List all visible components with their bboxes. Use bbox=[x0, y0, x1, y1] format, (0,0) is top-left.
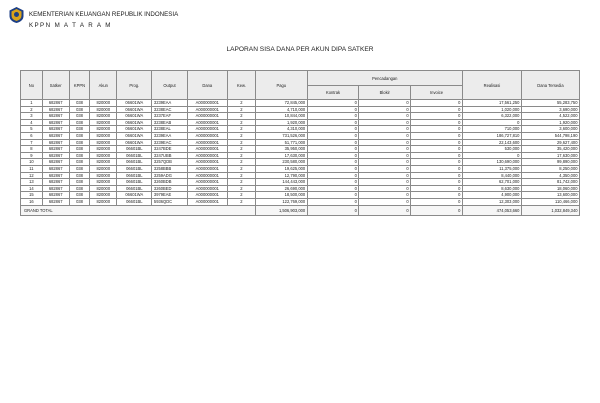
cell-kew: 2 bbox=[227, 146, 255, 153]
emblem-center bbox=[14, 12, 19, 17]
cell-invoice: 0 bbox=[411, 132, 463, 139]
cell-realisasi: 0 bbox=[462, 119, 521, 126]
cell-satker: 682867 bbox=[42, 152, 69, 159]
cell-kontrak: 0 bbox=[307, 152, 359, 159]
report-table bbox=[20, 70, 580, 216]
cell-kew: 2 bbox=[227, 100, 255, 107]
cell-no: 14 bbox=[21, 185, 43, 192]
cell-dana: A000000001 bbox=[187, 146, 227, 153]
cell-invoice: 0 bbox=[411, 113, 463, 120]
col-kontrak: Kontrak bbox=[307, 86, 359, 100]
cell-pagu: 12,790,000 bbox=[255, 172, 307, 179]
cell-prog: 06601WA bbox=[117, 126, 152, 133]
cell-no: 16 bbox=[21, 198, 43, 205]
cell-satker: 682867 bbox=[42, 179, 69, 186]
cell-kppn: 038 bbox=[69, 113, 90, 120]
cell-realisasi: 12,303,000 bbox=[462, 198, 521, 205]
cell-output: 3257QDB bbox=[152, 159, 187, 166]
cell-pagu: 35,950,000 bbox=[255, 146, 307, 153]
col-pencadangan: Pencadangan bbox=[307, 71, 462, 86]
cell-dana: A000000001 bbox=[187, 185, 227, 192]
cell-no: 1 bbox=[21, 100, 43, 107]
cell-pagu: 26,690,000 bbox=[255, 185, 307, 192]
total-kontrak: 0 bbox=[307, 205, 359, 215]
cell-output: 5936QDC bbox=[152, 198, 187, 205]
cell-kppn: 038 bbox=[69, 192, 90, 199]
cell-kew: 2 bbox=[227, 119, 255, 126]
cell-invoice: 0 bbox=[411, 198, 463, 205]
cell-kew: 2 bbox=[227, 179, 255, 186]
total-realisasi: 474,053,660 bbox=[462, 205, 521, 215]
cell-invoice: 0 bbox=[411, 126, 463, 133]
cell-dana: A000000001 bbox=[187, 100, 227, 107]
cell-satker: 682867 bbox=[42, 119, 69, 126]
cell-prog: 06601WA bbox=[117, 132, 152, 139]
cell-satker: 682867 bbox=[42, 185, 69, 192]
cell-realisasi: 8,630,000 bbox=[462, 185, 521, 192]
table-row bbox=[21, 113, 580, 120]
cell-kontrak: 0 bbox=[307, 192, 359, 199]
cell-akun: 820000 bbox=[90, 192, 117, 199]
cell-realisasi: 6,322,000 bbox=[462, 113, 521, 120]
cell-realisasi: 17,561,250 bbox=[462, 100, 521, 107]
cell-blokir: 0 bbox=[359, 165, 411, 172]
cell-pagu: 10,844,000 bbox=[255, 113, 307, 120]
cell-dana: A000000001 bbox=[187, 179, 227, 186]
cell-output: 3979EAE bbox=[152, 192, 187, 199]
col-blokir: Blokir bbox=[359, 86, 411, 100]
cell-blokir: 0 bbox=[359, 132, 411, 139]
office-name: KPPN M A T A R A M bbox=[29, 22, 112, 29]
cell-output: 3239EAC bbox=[152, 139, 187, 146]
cell-blokir: 0 bbox=[359, 172, 411, 179]
cell-pagu: 18,500,000 bbox=[255, 192, 307, 199]
total-dana-tersedia: 1,032,849,340 bbox=[521, 205, 579, 215]
cell-dana-tersedia: 110,466,000 bbox=[521, 198, 579, 205]
cell-prog: 06601BL bbox=[117, 198, 152, 205]
cell-pagu: 17,630,000 bbox=[255, 152, 307, 159]
cell-output: 3247BDE bbox=[152, 146, 187, 153]
cell-pagu: 731,526,000 bbox=[255, 132, 307, 139]
cell-prog: 06601WA bbox=[117, 139, 152, 146]
cell-dana: A000000001 bbox=[187, 172, 227, 179]
cell-kew: 2 bbox=[227, 139, 255, 146]
table-row bbox=[21, 185, 580, 192]
col-pagu: Pagu bbox=[255, 71, 307, 100]
cell-no: 9 bbox=[21, 152, 43, 159]
table-row bbox=[21, 159, 580, 166]
grand-total-row bbox=[21, 205, 580, 215]
table-row bbox=[21, 146, 580, 153]
cell-kew: 2 bbox=[227, 185, 255, 192]
cell-blokir: 0 bbox=[359, 139, 411, 146]
cell-prog: 06601BL bbox=[117, 165, 152, 172]
cell-dana-tersedia: 55,283,750 bbox=[521, 100, 579, 107]
col-akun: Akun bbox=[90, 71, 117, 100]
cell-invoice: 0 bbox=[411, 139, 463, 146]
cell-prog: 06601WA bbox=[117, 192, 152, 199]
col-output: Output bbox=[152, 71, 187, 100]
cell-invoice: 0 bbox=[411, 106, 463, 113]
cell-dana-tersedia: 3,600,000 bbox=[521, 126, 579, 133]
cell-akun: 820000 bbox=[90, 139, 117, 146]
cell-kew: 2 bbox=[227, 126, 255, 133]
cell-no: 11 bbox=[21, 165, 43, 172]
cell-blokir: 0 bbox=[359, 152, 411, 159]
cell-dana-tersedia: 1,920,000 bbox=[521, 119, 579, 126]
cell-blokir: 0 bbox=[359, 113, 411, 120]
cell-realisasi: 11,375,000 bbox=[462, 165, 521, 172]
cell-pagu: 1,920,000 bbox=[255, 119, 307, 126]
cell-realisasi: 0 bbox=[462, 152, 521, 159]
cell-satker: 682867 bbox=[42, 146, 69, 153]
cell-satker: 682867 bbox=[42, 106, 69, 113]
table-row bbox=[21, 106, 580, 113]
cell-satker: 682867 bbox=[42, 100, 69, 107]
cell-kppn: 038 bbox=[69, 106, 90, 113]
cell-blokir: 0 bbox=[359, 192, 411, 199]
cell-blokir: 0 bbox=[359, 159, 411, 166]
cell-kontrak: 0 bbox=[307, 165, 359, 172]
cell-kppn: 038 bbox=[69, 126, 90, 133]
cell-akun: 820000 bbox=[90, 126, 117, 133]
cell-pagu: 4,310,000 bbox=[255, 126, 307, 133]
cell-dana-tersedia: 99,890,000 bbox=[521, 159, 579, 166]
cell-invoice: 0 bbox=[411, 185, 463, 192]
cell-kontrak: 0 bbox=[307, 159, 359, 166]
cell-no: 8 bbox=[21, 146, 43, 153]
cell-pagu: 19,625,000 bbox=[255, 165, 307, 172]
cell-satker: 682867 bbox=[42, 126, 69, 133]
cell-no: 3 bbox=[21, 113, 43, 120]
cell-prog: 06601BL bbox=[117, 152, 152, 159]
cell-kontrak: 0 bbox=[307, 179, 359, 186]
cell-blokir: 0 bbox=[359, 146, 411, 153]
cell-realisasi: 130,690,000 bbox=[462, 159, 521, 166]
cell-kontrak: 0 bbox=[307, 113, 359, 120]
table-row bbox=[21, 172, 580, 179]
total-blokir: 0 bbox=[359, 205, 411, 215]
cell-kppn: 038 bbox=[69, 198, 90, 205]
cell-kppn: 038 bbox=[69, 165, 90, 172]
cell-kontrak: 0 bbox=[307, 146, 359, 153]
cell-kontrak: 0 bbox=[307, 139, 359, 146]
cell-invoice: 0 bbox=[411, 146, 463, 153]
cell-invoice: 0 bbox=[411, 165, 463, 172]
cell-kew: 2 bbox=[227, 132, 255, 139]
cell-akun: 820000 bbox=[90, 132, 117, 139]
table-row bbox=[21, 100, 580, 107]
cell-no: 13 bbox=[21, 179, 43, 186]
cell-dana-tersedia: 17,630,000 bbox=[521, 152, 579, 159]
cell-satker: 682867 bbox=[42, 132, 69, 139]
col-dana: Dana bbox=[187, 71, 227, 100]
cell-akun: 820000 bbox=[90, 185, 117, 192]
cell-output: 3237EAF bbox=[152, 113, 187, 120]
cell-dana-tersedia: 35,420,000 bbox=[521, 146, 579, 153]
cell-invoice: 0 bbox=[411, 172, 463, 179]
col-kppn: KPPN bbox=[69, 71, 90, 100]
col-no: No bbox=[21, 71, 43, 100]
cell-akun: 820000 bbox=[90, 179, 117, 186]
cell-no: 15 bbox=[21, 192, 43, 199]
cell-prog: 06601BL bbox=[117, 179, 152, 186]
cell-akun: 820000 bbox=[90, 106, 117, 113]
cell-pagu: 4,710,000 bbox=[255, 106, 307, 113]
cell-kontrak: 0 bbox=[307, 185, 359, 192]
cell-dana-tersedia: 18,060,000 bbox=[521, 185, 579, 192]
col-dana-tersedia: Dana Tersedia bbox=[521, 71, 579, 100]
org-name: KEMENTERIAN KEUANGAN REPUBLIK INDONESIA bbox=[29, 11, 179, 18]
cell-output: 3258BBB bbox=[152, 165, 187, 172]
cell-dana-tersedia: 4,350,000 bbox=[521, 172, 579, 179]
cell-kew: 2 bbox=[227, 192, 255, 199]
cell-output: 3238EAB bbox=[152, 119, 187, 126]
cell-no: 2 bbox=[21, 106, 43, 113]
cell-dana-tersedia: 4,522,000 bbox=[521, 113, 579, 120]
cell-akun: 820000 bbox=[90, 146, 117, 153]
cell-realisasi: 1,020,000 bbox=[462, 106, 521, 113]
cell-realisasi: 710,000 bbox=[462, 126, 521, 133]
cell-kew: 2 bbox=[227, 198, 255, 205]
cell-kppn: 038 bbox=[69, 139, 90, 146]
cell-pagu: 144,443,000 bbox=[255, 179, 307, 186]
cell-akun: 820000 bbox=[90, 172, 117, 179]
cell-kppn: 038 bbox=[69, 132, 90, 139]
cell-invoice: 0 bbox=[411, 179, 463, 186]
report-table-container bbox=[20, 70, 580, 216]
cell-realisasi: 4,900,000 bbox=[462, 192, 521, 199]
cell-dana-tersedia: 29,627,400 bbox=[521, 139, 579, 146]
cell-realisasi: 8,440,000 bbox=[462, 172, 521, 179]
cell-blokir: 0 bbox=[359, 185, 411, 192]
cell-dana-tersedia: 81,742,000 bbox=[521, 179, 579, 186]
cell-blokir: 0 bbox=[359, 100, 411, 107]
cell-akun: 820000 bbox=[90, 100, 117, 107]
cell-no: 7 bbox=[21, 139, 43, 146]
grand-total-label: GRAND TOTAL bbox=[21, 205, 256, 215]
cell-kew: 2 bbox=[227, 165, 255, 172]
total-pagu: 1,506,903,000 bbox=[255, 205, 307, 215]
table-row bbox=[21, 192, 580, 199]
cell-pagu: 51,771,000 bbox=[255, 139, 307, 146]
cell-kppn: 038 bbox=[69, 152, 90, 159]
cell-output: 3239EAA bbox=[152, 100, 187, 107]
cell-dana-tersedia: 8,250,000 bbox=[521, 165, 579, 172]
cell-satker: 682867 bbox=[42, 172, 69, 179]
cell-blokir: 0 bbox=[359, 106, 411, 113]
cell-no: 5 bbox=[21, 126, 43, 133]
table-row bbox=[21, 198, 580, 205]
cell-dana: A000000001 bbox=[187, 152, 227, 159]
cell-kontrak: 0 bbox=[307, 106, 359, 113]
cell-pagu: 72,845,000 bbox=[255, 100, 307, 107]
cell-akun: 820000 bbox=[90, 198, 117, 205]
cell-output: 3260BDB bbox=[152, 179, 187, 186]
cell-prog: 06601WA bbox=[117, 106, 152, 113]
cell-akun: 820000 bbox=[90, 159, 117, 166]
cell-prog: 06601BL bbox=[117, 185, 152, 192]
cell-kppn: 038 bbox=[69, 146, 90, 153]
cell-kppn: 038 bbox=[69, 179, 90, 186]
kemenkeu-emblem-icon bbox=[8, 6, 25, 24]
table-row bbox=[21, 179, 580, 186]
table-row bbox=[21, 126, 580, 133]
cell-dana: A000000001 bbox=[187, 132, 227, 139]
cell-kontrak: 0 bbox=[307, 126, 359, 133]
cell-invoice: 0 bbox=[411, 192, 463, 199]
cell-blokir: 0 bbox=[359, 119, 411, 126]
cell-prog: 06601BL bbox=[117, 172, 152, 179]
col-realisasi: Realisasi bbox=[462, 71, 521, 100]
table-body bbox=[21, 100, 580, 206]
table-row bbox=[21, 165, 580, 172]
cell-kppn: 038 bbox=[69, 119, 90, 126]
cell-output: 3260BED bbox=[152, 185, 187, 192]
cell-dana: A000000001 bbox=[187, 198, 227, 205]
cell-prog: 06601WA bbox=[117, 119, 152, 126]
cell-kontrak: 0 bbox=[307, 172, 359, 179]
cell-prog: 06601BL bbox=[117, 159, 152, 166]
col-prog: Prog. bbox=[117, 71, 152, 100]
cell-akun: 820000 bbox=[90, 152, 117, 159]
cell-satker: 682867 bbox=[42, 198, 69, 205]
col-kew: Kew. bbox=[227, 71, 255, 100]
cell-satker: 682867 bbox=[42, 139, 69, 146]
cell-realisasi: 530,000 bbox=[462, 146, 521, 153]
cell-kppn: 038 bbox=[69, 185, 90, 192]
cell-realisasi: 186,727,810 bbox=[462, 132, 521, 139]
cell-kontrak: 0 bbox=[307, 132, 359, 139]
cell-satker: 682867 bbox=[42, 159, 69, 166]
cell-output: 3259ADG bbox=[152, 172, 187, 179]
cell-invoice: 0 bbox=[411, 159, 463, 166]
report-title: LAPORAN SISA DANA PER AKUN DIPA SATKER bbox=[226, 46, 374, 53]
cell-akun: 820000 bbox=[90, 113, 117, 120]
cell-dana-tersedia: 13,600,000 bbox=[521, 192, 579, 199]
cell-invoice: 0 bbox=[411, 152, 463, 159]
cell-kontrak: 0 bbox=[307, 119, 359, 126]
cell-dana: A000000001 bbox=[187, 113, 227, 120]
cell-akun: 820000 bbox=[90, 165, 117, 172]
cell-output: 3239EAA bbox=[152, 132, 187, 139]
cell-satker: 682867 bbox=[42, 192, 69, 199]
cell-dana-tersedia: 544,798,190 bbox=[521, 132, 579, 139]
total-invoice: 0 bbox=[411, 205, 463, 215]
cell-satker: 682867 bbox=[42, 165, 69, 172]
cell-prog: 06601WA bbox=[117, 100, 152, 107]
table-row bbox=[21, 119, 580, 126]
cell-no: 4 bbox=[21, 119, 43, 126]
cell-kontrak: 0 bbox=[307, 100, 359, 107]
cell-blokir: 0 bbox=[359, 198, 411, 205]
cell-realisasi: 22,143,600 bbox=[462, 139, 521, 146]
cell-blokir: 0 bbox=[359, 126, 411, 133]
cell-kppn: 038 bbox=[69, 159, 90, 166]
cell-output: 3247UBB bbox=[152, 152, 187, 159]
cell-akun: 820000 bbox=[90, 119, 117, 126]
header-row-1 bbox=[21, 71, 580, 86]
cell-no: 10 bbox=[21, 159, 43, 166]
organization-header bbox=[29, 9, 178, 31]
cell-kppn: 038 bbox=[69, 172, 90, 179]
col-satker: Satker bbox=[42, 71, 69, 100]
cell-blokir: 0 bbox=[359, 179, 411, 186]
cell-realisasi: 62,701,000 bbox=[462, 179, 521, 186]
table-row bbox=[21, 132, 580, 139]
cell-prog: 06601WA bbox=[117, 113, 152, 120]
cell-kew: 2 bbox=[227, 159, 255, 166]
cell-dana: A000000001 bbox=[187, 139, 227, 146]
cell-output: 3238EAC bbox=[152, 106, 187, 113]
cell-dana: A000000001 bbox=[187, 165, 227, 172]
cell-output: 3238EAL bbox=[152, 126, 187, 133]
cell-invoice: 0 bbox=[411, 119, 463, 126]
cell-kew: 2 bbox=[227, 113, 255, 120]
cell-kew: 2 bbox=[227, 172, 255, 179]
cell-dana: A000000001 bbox=[187, 192, 227, 199]
cell-invoice: 0 bbox=[411, 100, 463, 107]
cell-pagu: 230,580,000 bbox=[255, 159, 307, 166]
cell-dana: A000000001 bbox=[187, 159, 227, 166]
cell-dana-tersedia: 3,690,000 bbox=[521, 106, 579, 113]
cell-kppn: 038 bbox=[69, 100, 90, 107]
table-row bbox=[21, 152, 580, 159]
table-row bbox=[21, 139, 580, 146]
cell-no: 12 bbox=[21, 172, 43, 179]
cell-kontrak: 0 bbox=[307, 198, 359, 205]
cell-satker: 682867 bbox=[42, 113, 69, 120]
cell-prog: 06601BL bbox=[117, 146, 152, 153]
cell-dana: A000000001 bbox=[187, 106, 227, 113]
cell-kew: 2 bbox=[227, 152, 255, 159]
cell-dana: A000000001 bbox=[187, 126, 227, 133]
cell-pagu: 122,769,000 bbox=[255, 198, 307, 205]
cell-dana: A000000001 bbox=[187, 119, 227, 126]
cell-kew: 2 bbox=[227, 106, 255, 113]
col-invoice: Invoice bbox=[411, 86, 463, 100]
cell-no: 6 bbox=[21, 132, 43, 139]
